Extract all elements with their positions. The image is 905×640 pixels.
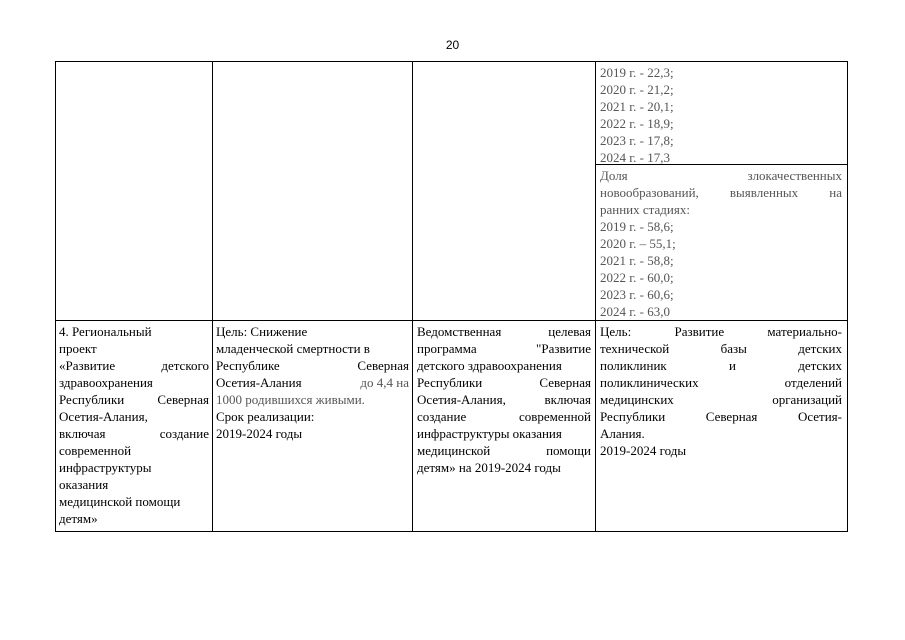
- table-top-border: [55, 61, 848, 62]
- indicator-heading: новообразований, выявленных на: [600, 185, 842, 200]
- row3-col3-program: Ведомственная целевая программа "Развитие детского здравоохранения Республики Северная Осетия-Алания, включая создание современной инфраструктуры оказания медицинской помощи детям» на 2019-2024 годы: [417, 324, 591, 475]
- column-divider: [595, 61, 596, 532]
- row1-col4-cell: [600, 64, 842, 166]
- indicator-value: 2022 г. - 60,0;: [600, 270, 674, 285]
- row3-col2-goal: Цель: Снижение младенческой смертности в Республике Северная Осетия-Алания до 4,4 на 1000 родившихся живыми. Срок реализации: 2019-2024 годы: [216, 324, 409, 441]
- indicator-value: 2019 г. - 58,6;: [600, 219, 674, 234]
- indicator-value: 2023 г. - 17,8;: [600, 133, 674, 148]
- indicator-value: 2020 г. – 55,1;: [600, 236, 676, 251]
- indicator-value: 2023 г. - 60,6;: [600, 287, 674, 302]
- row2-col4-cell: [600, 167, 842, 320]
- column-divider: [212, 61, 213, 532]
- indicator-value: 2021 г. - 58,8;: [600, 253, 674, 268]
- indicator-heading: ранних стадиях:: [600, 202, 690, 217]
- indicator-value: 2019 г. - 22,3;: [600, 65, 674, 80]
- indicator-value: 2024 г. - 63,0: [600, 304, 670, 319]
- indicator-value: 2024 г. - 17,3: [600, 150, 670, 165]
- row3-col4-goal: Цель: Развитие материально- технической базы детских поликлиник и детских поликлинических отделений медицинских организаций Республики Северная Осетия- Алания. 2019-2024 годы: [600, 324, 842, 458]
- indicator-heading: Доля злокачественных: [600, 168, 842, 183]
- column-divider: [412, 61, 413, 532]
- table-bottom-border: [55, 531, 848, 532]
- indicator-value: 2022 г. - 18,9;: [600, 116, 674, 131]
- indicator-value: 2020 г. - 21,2;: [600, 82, 674, 97]
- column-divider: [55, 61, 56, 532]
- page-number: 20: [445, 38, 460, 52]
- indicator-value: 2021 г. - 20,1;: [600, 99, 674, 114]
- column-divider: [847, 61, 848, 532]
- row3-col1-project-name: 4. Региональный проект «Развитие детского здравоохранения Республики Северная Осетия-Алания, включая создание современной инфраструктуры оказания медицинской помощи детям»: [59, 324, 209, 526]
- row-divider: [55, 320, 848, 321]
